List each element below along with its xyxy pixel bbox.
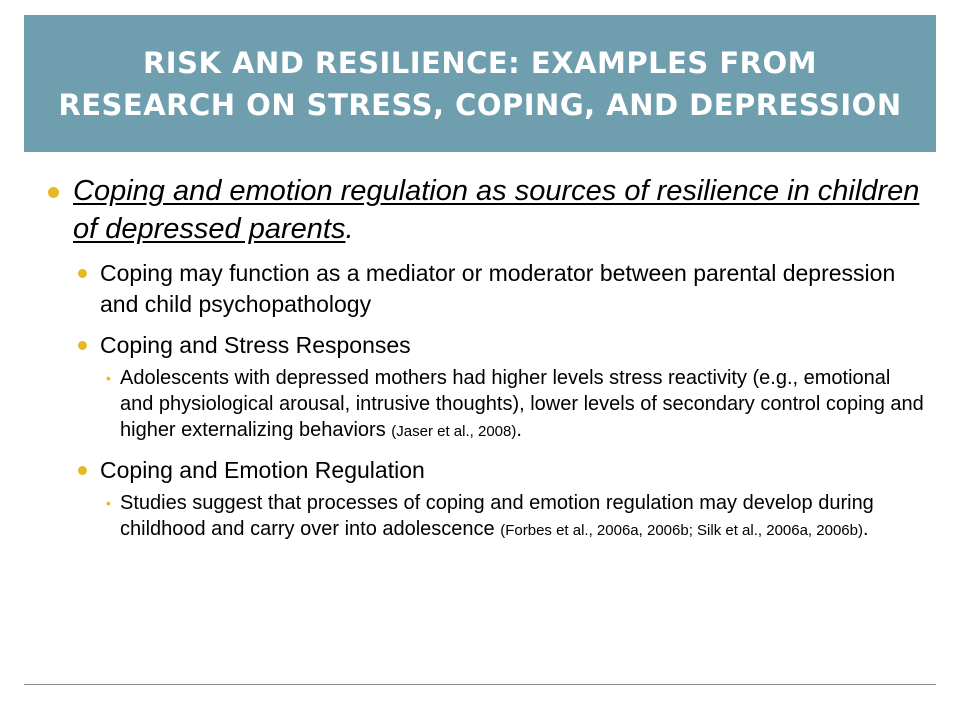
sub-bullet-text: Coping may function as a mediator or moderator between parental depression and child psychopathology [100,260,896,317]
sub-bullet-text: Coping and Stress Responses [100,332,411,358]
small-dot-bullet-icon: • [106,370,111,386]
sub-bullet-stress-responses [78,330,928,361]
citation: (Jaser et al., 2008) [391,423,517,440]
main-bullet-text [73,172,928,248]
slide-content [48,172,928,544]
citation: (Forbes et al., 2006a, 2006b; Silk et al., 2006a, 2006b) [500,522,863,539]
detail-suffix: . [516,419,522,441]
detail-suffix: . [862,518,869,540]
sub-bullet-mediator [78,258,928,320]
main-point-suffix: . [345,213,354,245]
footer-divider [24,684,936,685]
detail-text: Studies suggest that processes of coping and emotion regulation may develop during childhood and carry over into adolescence [120,492,874,540]
detail-text: Adolescents with depressed mothers had higher levels stress reactivity (e.g., emotional and physiological arousal, intrusive thoughts), lower levels of secondary control coping and higher externalizing behaviors [120,367,924,441]
sub-bullet-emotion-regulation [78,455,928,486]
slide-title: RISK AND RESILIENCE: EXAMPLES FROM RESEARCH ON STRESS, COPING, AND DEPRESSION [58,45,902,122]
main-bullet [48,172,928,248]
detail-bullet-text [120,365,928,445]
detail-bullet-forbes [106,490,928,544]
round-bullet-icon [78,269,87,278]
detail-bullet-text [120,490,928,544]
round-bullet-icon [78,341,87,350]
round-bullet-icon [78,466,87,475]
sub-bullet-text: Coping and Emotion Regulation [100,457,425,483]
detail-bullet-jaser [106,365,928,445]
round-bullet-icon [48,187,59,198]
small-dot-bullet-icon: • [106,495,111,511]
main-point-underlined: Coping and emotion regulation as sources of resilience in children of depressed parents [73,175,920,245]
title-bar [24,15,936,152]
